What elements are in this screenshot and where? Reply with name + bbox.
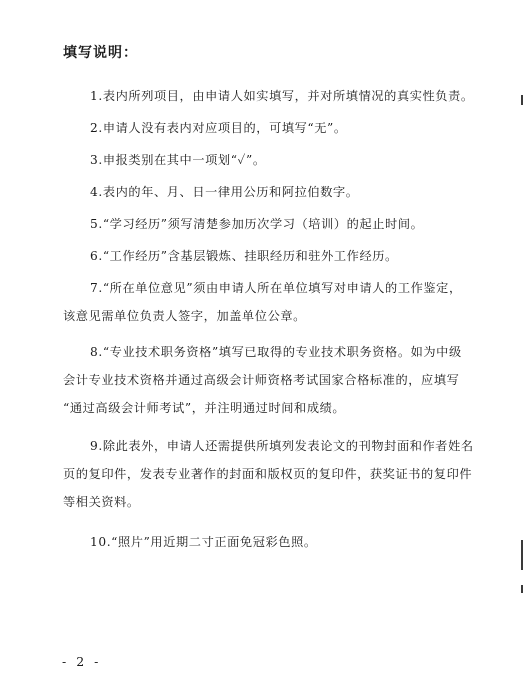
instruction-item-2 — [0, 114, 526, 142]
instruction-line: 8.“专业技术职务资格”填写已取得的专业技术职务资格。如为中级 — [90, 345, 462, 359]
instruction-line: 等相关资料。 — [63, 495, 140, 509]
instruction-line: 7.“所在单位意见”须由申请人所在单位填写对申请人的工作鉴定， — [90, 281, 462, 295]
instruction-item-8 — [0, 338, 526, 422]
instruction-line: 4.表内的年、月、日一律用公历和阿拉伯数字。 — [90, 185, 359, 199]
scan-edge-mark — [521, 585, 523, 593]
instruction-item-7 — [0, 274, 526, 330]
instruction-line: 会计专业技术资格并通过高级会计师资格考试国家合格标准的，应填写 — [63, 373, 460, 387]
instruction-line: 10.“照片”用近期二寸正面免冠彩色照。 — [90, 535, 317, 549]
instruction-line: “通过高级会计师考试”，并注明通过时间和成绩。 — [63, 401, 346, 415]
instruction-item-10 — [0, 528, 526, 556]
instruction-line: 6.“工作经历”含基层锻炼、挂职经历和驻外工作经历。 — [90, 249, 398, 263]
page-number: - 2 - — [62, 654, 102, 669]
instruction-line: 3.申报类别在其中一项划“✓”。 — [90, 153, 266, 167]
instruction-item-6 — [0, 242, 526, 270]
scan-edge-mark — [521, 95, 523, 105]
instruction-line: 2.申请人没有表内对应项目的，可填写“无”。 — [90, 121, 347, 135]
instruction-line: 该意见需单位负责人签字，加盖单位公章。 — [63, 309, 306, 323]
instruction-line: 5.“学习经历”须写清楚参加历次学习（培训）的起止时间。 — [90, 217, 424, 231]
instruction-item-9 — [0, 432, 526, 516]
instruction-line: 1.表内所列项目，由申请人如实填写，并对所填情况的真实性负责。 — [90, 89, 474, 103]
instruction-item-3 — [0, 146, 526, 174]
instruction-item-4 — [0, 178, 526, 206]
instruction-line: 页的复印件，发表专业著作的封面和版权页的复印件，获奖证书的复印件 — [63, 467, 473, 481]
scan-edge-mark — [521, 540, 523, 570]
instructions-heading: 填写说明： — [63, 45, 138, 61]
instruction-item-5 — [0, 210, 526, 238]
instruction-line: 9.除此表外，申请人还需提供所填列发表论文的刊物封面和作者姓名 — [90, 439, 474, 453]
instruction-item-1 — [0, 82, 526, 110]
